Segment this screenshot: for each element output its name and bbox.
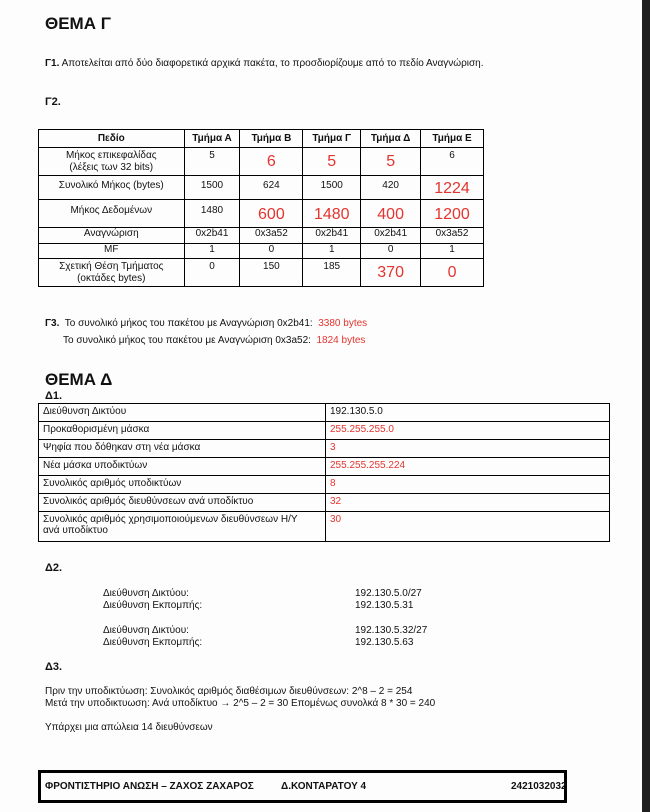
cell: 6 xyxy=(240,148,303,176)
d2-network-label: Διεύθυνση Δικτύου: xyxy=(103,625,189,636)
g1-text: Αποτελείται από δύο διαφορετικά αρχικά πακέτα, το προσδιορίζουμε από το πεδίο Αναγνώριση. xyxy=(61,58,484,69)
row-value: 255.255.255.0 xyxy=(326,422,610,440)
table-row xyxy=(39,512,610,542)
cell: 420 xyxy=(361,176,421,200)
d3-line-2: Μετά την υποδικτυωση: Ανά υποδίκτυο → 2^5 – 2 = 30 Επομένως συνολκά 8 * 30 = 240 xyxy=(45,698,436,709)
cell: 0x2b41 xyxy=(361,228,421,244)
g3-line2: Το συνολικό μήκος του πακέτου με Αναγνώριση 0x3a52: 1824 bytes xyxy=(63,335,366,346)
g2-label: Γ2. xyxy=(45,96,61,108)
g3-value-2: 1824 bytes xyxy=(316,335,366,346)
table-row xyxy=(39,176,484,200)
col-header: Τμήμα Δ xyxy=(361,130,421,148)
table-row xyxy=(39,458,610,476)
cell: 624 xyxy=(240,176,303,200)
cell: 1480 xyxy=(184,200,240,228)
row-label: Σχετική Θέση Τμήματος (οκτάδες bytes) xyxy=(39,259,185,287)
row-value: 3 xyxy=(326,440,610,458)
col-header: Τμήμα Β xyxy=(240,130,303,148)
footer-phone: 2421032032 xyxy=(511,781,567,792)
row-key: Συνολικός αριθμός υποδικτύων xyxy=(39,476,326,494)
table-row xyxy=(39,148,484,176)
cell: 0 xyxy=(240,244,303,259)
table-row xyxy=(39,404,610,422)
cell: 185 xyxy=(303,259,361,287)
cell: 1224 xyxy=(421,176,484,200)
cell: 0 xyxy=(184,259,240,287)
cell: 150 xyxy=(240,259,303,287)
cell: 6 xyxy=(421,148,484,176)
cell: 1 xyxy=(184,244,240,259)
d2-network-label: Διεύθυνση Δικτύου: xyxy=(103,588,189,599)
row-value: 255.255.255.224 xyxy=(326,458,610,476)
cell: 1500 xyxy=(303,176,361,200)
cell: 1 xyxy=(421,244,484,259)
footer-name: ΦΡΟΝΤΙΣΤΗΡΙΟ ΑΝΩΣΗ – ΖΑΧΟΣ ΖΑΧΑΡΟΣ xyxy=(45,781,254,792)
row-key: Συνολικός αριθμός χρησιμοποιούμενων διευθύνσεων Η/Υ ανά υποδίκτυο xyxy=(39,512,326,542)
row-key: Νέα μάσκα υποδικτύων xyxy=(39,458,326,476)
cell: 0 xyxy=(361,244,421,259)
row-value: 32 xyxy=(326,494,610,512)
cell: 0x2b41 xyxy=(303,228,361,244)
table-row xyxy=(39,422,610,440)
row-label: MF xyxy=(39,244,185,259)
d2-label: Δ2. xyxy=(45,562,63,574)
col-header: Πεδίο xyxy=(39,130,185,148)
table-row xyxy=(39,494,610,512)
g3-line1: Γ3. Το συνολικό μήκος του πακέτου με Αναγνώριση 0x2b41: 3380 bytes xyxy=(45,318,368,329)
row-label: Μήκος επικεφαλίδας (λέξεις των 32 bits) xyxy=(39,148,185,176)
d3-label: Δ3. xyxy=(45,661,63,673)
cell: 0x3a52 xyxy=(240,228,303,244)
g1-label: Γ1. xyxy=(45,58,60,69)
row-key: Συνολικός αριθμός διευθύνσεων ανά υποδίκτυο xyxy=(39,494,326,512)
footer-address: Δ.ΚΟΝΤΑΡΑΤΟΥ 4 xyxy=(281,781,367,792)
row-value: 30 xyxy=(326,512,610,542)
row-key: Προκαθορισμένη μάσκα xyxy=(39,422,326,440)
cell: 600 xyxy=(240,200,303,228)
d2-broadcast-value: 192.130.5.63 xyxy=(355,637,414,648)
footer-box xyxy=(38,770,567,803)
cell: 1200 xyxy=(421,200,484,228)
cell: 1480 xyxy=(303,200,361,228)
table-header-row xyxy=(39,130,484,148)
section-c-title: ΘΕΜΑ Γ xyxy=(45,14,111,33)
row-value: 192.130.5.0 xyxy=(326,404,610,422)
cell: 1500 xyxy=(184,176,240,200)
g3-value-1: 3380 bytes xyxy=(318,318,368,329)
cell: 0x2b41 xyxy=(184,228,240,244)
d3-line-3: Υπάρχει μια απώλεια 14 διευθύνσεων xyxy=(45,722,213,733)
fragments-table xyxy=(38,129,484,287)
cell: 5 xyxy=(303,148,361,176)
table-row xyxy=(39,259,484,287)
row-label: Αναγνώριση xyxy=(39,228,185,244)
d2-broadcast-label: Διεύθυνση Εκπομπής: xyxy=(103,600,203,611)
row-key: Ψηφία που δόθηκαν στη νέα μάσκα xyxy=(39,440,326,458)
table-row xyxy=(39,476,610,494)
cell: 370 xyxy=(361,259,421,287)
col-header: Τμήμα Ε xyxy=(421,130,484,148)
g3-label: Γ3. xyxy=(45,318,60,329)
cell: 1 xyxy=(303,244,361,259)
d2-network-value: 192.130.5.0/27 xyxy=(355,588,422,599)
row-key: Διεύθυνση Δικτύου xyxy=(39,404,326,422)
table-row xyxy=(39,244,484,259)
col-header: Τμήμα Α xyxy=(184,130,240,148)
d2-broadcast-label: Διεύθυνση Εκπομπής: xyxy=(103,637,203,648)
row-label: Συνολικό Μήκος (bytes) xyxy=(39,176,185,200)
row-label: Μήκος Δεδομένων xyxy=(39,200,185,228)
cell: 5 xyxy=(184,148,240,176)
table-row xyxy=(39,228,484,244)
cell: 400 xyxy=(361,200,421,228)
cell: 0x3a52 xyxy=(421,228,484,244)
g1-paragraph xyxy=(45,58,484,69)
d2-network-value: 192.130.5.32/27 xyxy=(355,625,428,636)
window-edge xyxy=(642,0,650,812)
subnet-table xyxy=(38,403,610,542)
section-d-title: ΘΕΜΑ Δ xyxy=(45,370,113,389)
d3-line-1: Πριν την υποδικτύωση: Συνολικός αριθμός διαθέσιμων διευθύνσεων: 2^8 – 2 = 254 xyxy=(45,686,413,697)
table-row xyxy=(39,440,610,458)
cell: 0 xyxy=(421,259,484,287)
cell: 5 xyxy=(361,148,421,176)
col-header: Τμήμα Γ xyxy=(303,130,361,148)
row-value: 8 xyxy=(326,476,610,494)
d2-broadcast-value: 192.130.5.31 xyxy=(355,600,414,611)
d1-label: Δ1. xyxy=(45,390,63,402)
table-row xyxy=(39,200,484,228)
